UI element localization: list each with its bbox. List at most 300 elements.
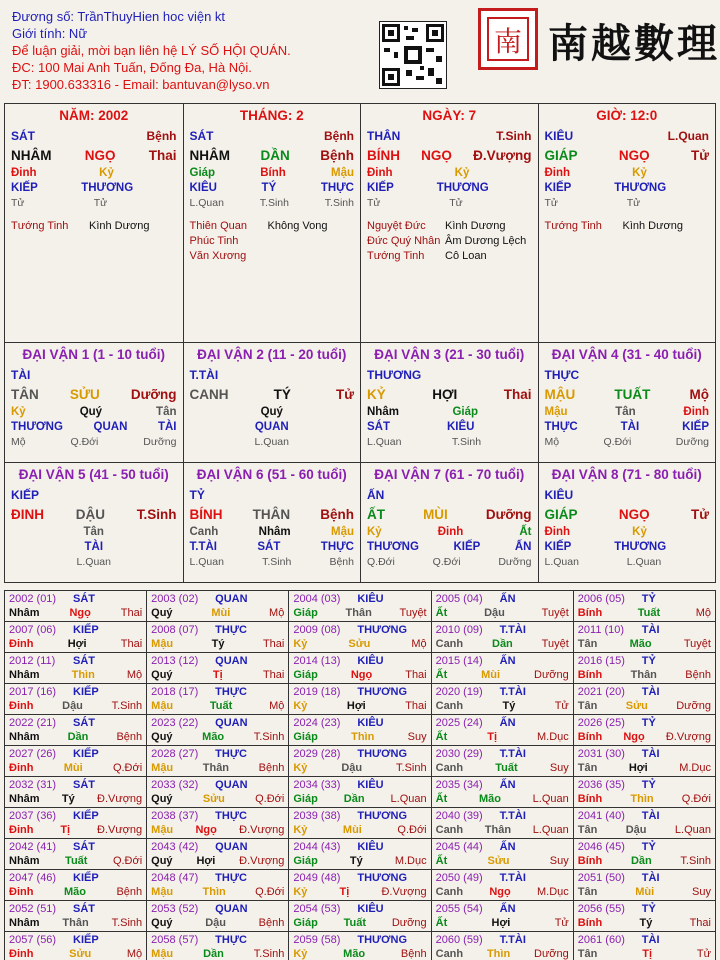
hidden-god: TÀI <box>620 421 640 433</box>
dai-van-stem-line <box>11 507 177 526</box>
hidden-stage: L.Quan <box>189 197 224 209</box>
hidden-stage-line <box>11 436 177 450</box>
year-cell[interactable] <box>573 622 715 653</box>
year-row <box>5 622 716 653</box>
earthly-branch: MÙI <box>423 507 448 522</box>
year-bottom-line <box>151 823 284 837</box>
year-bottom-line <box>578 792 711 806</box>
year-stem: Quý <box>151 669 173 681</box>
year-label: 2003 (02) <box>151 593 199 605</box>
year-god: T.TÀI <box>499 872 526 884</box>
year-cell[interactable] <box>5 870 147 901</box>
year-top-line <box>151 716 284 730</box>
year-cell[interactable] <box>147 622 289 653</box>
year-bottom-line <box>293 885 426 899</box>
year-stem: Mậu <box>151 948 174 960</box>
year-bottom-line <box>151 916 284 930</box>
year-cell[interactable] <box>289 746 431 777</box>
year-top-line <box>9 685 142 699</box>
year-top-line <box>578 747 711 761</box>
year-branch: Hợi <box>346 700 366 712</box>
star-bad: Âm Dương Lệch <box>445 235 527 247</box>
year-top-line <box>436 809 569 823</box>
year-cell[interactable] <box>573 870 715 901</box>
year-stem: Kỷ <box>293 948 308 960</box>
year-label: 2056 (55) <box>577 903 625 915</box>
hidden-stem-line <box>11 526 177 541</box>
year-stem: Tân <box>577 886 598 898</box>
year-cell[interactable] <box>431 870 573 901</box>
year-bottom-line <box>578 761 711 775</box>
year-bottom-line <box>578 823 711 837</box>
hidden-stage: L.Quan <box>76 556 111 568</box>
hidden-stage: Mộ <box>11 436 26 448</box>
hidden-stage-line <box>190 436 355 450</box>
year-stem: Tân <box>577 762 598 774</box>
pillar-cell-1[interactable] <box>5 104 183 342</box>
year-top-line <box>578 902 711 916</box>
year-row <box>5 653 716 684</box>
year-cell[interactable] <box>5 808 147 839</box>
year-label: 2008 (07) <box>151 624 199 636</box>
year-bottom-line <box>293 916 426 930</box>
year-cell[interactable] <box>289 839 431 870</box>
hidden-stem: Tân <box>83 526 104 538</box>
pillar-title: THÁNG: 2 <box>239 108 304 123</box>
year-cell[interactable] <box>573 684 715 715</box>
dai-van-god: THỰC <box>544 368 580 382</box>
year-stem: Nhâm <box>9 731 40 743</box>
year-stem: Ất <box>435 731 448 743</box>
header-info <box>12 8 291 93</box>
dai-van-cell-4[interactable] <box>538 343 716 462</box>
year-stem: Giáp <box>293 855 318 867</box>
hidden-stem: Nhâm <box>367 406 399 418</box>
year-stage: Q.Đới <box>112 855 143 867</box>
year-cell[interactable] <box>5 622 147 653</box>
year-branch: Thân <box>345 607 372 619</box>
year-branch: Thân <box>484 824 512 836</box>
year-cell[interactable] <box>431 808 573 839</box>
hidden-god-line <box>545 421 710 436</box>
dai-van-cell-2[interactable] <box>183 343 361 462</box>
year-label: 2057 (56) <box>9 934 57 946</box>
year-label: 2060 (59) <box>435 934 483 946</box>
year-stage: Mộ <box>269 700 285 712</box>
year-cell[interactable] <box>289 808 431 839</box>
hidden-god: THƯƠNG <box>614 541 667 553</box>
star-bad: Không Vong <box>267 220 328 232</box>
year-god: KIÊU <box>357 655 384 667</box>
year-stem: Bính <box>577 731 603 743</box>
hidden-stem-line <box>190 406 355 421</box>
year-branch: Mão <box>629 638 652 650</box>
year-cell[interactable] <box>431 901 573 932</box>
hidden-stage: L.Quan <box>367 436 402 448</box>
year-row <box>5 591 716 622</box>
star-good: Văn Xương <box>189 250 247 262</box>
year-cell[interactable] <box>573 777 715 808</box>
year-top-line <box>578 778 711 792</box>
year-bottom-line <box>151 730 284 744</box>
year-stem: Kỷ <box>293 824 308 836</box>
star-row <box>190 249 355 264</box>
year-stage: T.Sinh <box>253 948 285 960</box>
year-cell[interactable] <box>431 684 573 715</box>
year-label: 2043 (42) <box>151 841 199 853</box>
heavenly-stem: MẬU <box>544 387 576 402</box>
year-branch: Thìn <box>630 793 654 805</box>
hidden-god: TÝ <box>261 182 277 194</box>
hidden-god-line <box>545 541 710 556</box>
year-cell[interactable] <box>289 622 431 653</box>
hidden-stem: Đinh <box>544 526 571 538</box>
hidden-god: THỰC <box>544 421 578 433</box>
hidden-god-line <box>545 182 710 197</box>
dai-van-cell-1[interactable] <box>5 343 183 462</box>
year-branch: Ngọ <box>623 731 645 743</box>
hidden-stage: Mộ <box>544 436 560 448</box>
year-stage: Đ.Vượng <box>239 824 285 836</box>
year-cell[interactable] <box>431 622 573 653</box>
star-good: Tướng Tinh <box>367 250 425 262</box>
hidden-stage: L.Quan <box>626 556 662 568</box>
dai-van-god-line <box>367 488 532 507</box>
year-cell[interactable] <box>289 715 431 746</box>
year-stem: Bính <box>577 793 603 805</box>
hidden-stem-line <box>367 406 532 421</box>
year-row <box>5 932 716 960</box>
year-cell[interactable] <box>5 653 147 684</box>
year-stem: Đinh <box>9 948 34 960</box>
year-stage: Mộ <box>126 948 143 960</box>
year-stage: Thai <box>689 917 711 929</box>
hidden-stage: Tử <box>544 197 558 209</box>
year-god: QUAN <box>215 779 248 791</box>
year-bottom-line <box>578 947 711 960</box>
year-bottom-line <box>9 854 142 868</box>
year-stage: T.Sinh <box>680 855 711 867</box>
year-bottom-line <box>578 885 711 899</box>
year-bottom-line <box>293 637 426 651</box>
year-god: THƯƠNG <box>357 934 408 946</box>
hidden-stage-line <box>545 436 710 450</box>
hidden-stage: Tử <box>11 197 25 209</box>
year-label: 2026 (25) <box>577 717 625 729</box>
year-label: 2032 (31) <box>9 779 57 791</box>
dai-van-title: ĐẠI VẬN 8 (71 - 80 tuổi) <box>551 467 702 482</box>
year-label: 2006 (05) <box>577 593 625 605</box>
year-stem: Ất <box>435 793 448 805</box>
hidden-god: KIẾP <box>544 182 572 194</box>
year-god: SÁT <box>73 717 95 729</box>
year-stage: L.Quan <box>532 793 569 805</box>
dai-van-cell-8[interactable] <box>538 463 716 582</box>
year-label: 2049 (48) <box>293 872 341 884</box>
year-cell[interactable] <box>5 901 147 932</box>
year-label: 2021 (20) <box>577 686 625 698</box>
year-bottom-line <box>578 730 711 744</box>
year-bottom-line <box>293 792 426 806</box>
year-stem: Tân <box>577 638 598 650</box>
year-cell[interactable] <box>147 777 289 808</box>
year-stem: Bính <box>577 855 603 867</box>
year-cell[interactable] <box>289 901 431 932</box>
hidden-god: KIẾP <box>682 421 709 433</box>
hidden-stem: Kỷ <box>367 526 382 538</box>
year-branch: Tý <box>211 638 225 650</box>
year-label: 2042 (41) <box>9 841 57 853</box>
year-label: 2047 (46) <box>9 872 57 884</box>
pillar-cell-4[interactable] <box>538 104 716 342</box>
year-stem: Giáp <box>293 917 318 929</box>
year-top-line <box>151 871 284 885</box>
year-cell[interactable] <box>147 839 289 870</box>
year-stem: Tân <box>577 824 598 836</box>
heavenly-stem: KỶ <box>367 387 386 402</box>
hidden-stage: Tử <box>449 197 463 209</box>
year-cell[interactable] <box>147 715 289 746</box>
hidden-stem: Ất <box>519 526 532 538</box>
year-cell[interactable] <box>573 653 715 684</box>
year-god: THƯƠNG <box>357 624 408 636</box>
heavenly-stem: NHÂM <box>189 148 230 163</box>
year-cell[interactable] <box>147 746 289 777</box>
hidden-god: TÀI <box>157 421 177 433</box>
heavenly-stem: GIÁP <box>544 148 578 163</box>
year-branch: Hợi <box>67 638 87 650</box>
year-row <box>5 901 716 932</box>
year-label: 2059 (58) <box>293 934 341 946</box>
year-cell[interactable] <box>5 746 147 777</box>
year-cell[interactable] <box>147 591 289 622</box>
life-stage: Thai <box>503 387 532 402</box>
hidden-god-line <box>367 541 532 556</box>
year-cell[interactable] <box>289 653 431 684</box>
star-row <box>367 249 532 264</box>
dai-van-stem-line <box>367 387 532 406</box>
year-cell[interactable] <box>147 653 289 684</box>
year-top-line <box>293 809 426 823</box>
hidden-god: SÁT <box>367 421 390 433</box>
year-stem: Đinh <box>9 638 34 650</box>
year-cell[interactable] <box>573 808 715 839</box>
year-row <box>5 715 716 746</box>
year-top-line <box>151 778 284 792</box>
year-cell[interactable] <box>147 901 289 932</box>
pillar-cell-2[interactable] <box>183 104 361 342</box>
year-stem: Canh <box>435 700 464 712</box>
year-branch: Mão <box>343 948 366 960</box>
hidden-god: THỰC <box>320 541 354 553</box>
year-top-line <box>151 747 284 761</box>
year-god: SÁT <box>73 903 95 915</box>
pillar-cell-3[interactable] <box>360 104 538 342</box>
year-label: 2018 (17) <box>151 686 199 698</box>
year-label: 2007 (06) <box>9 624 57 636</box>
year-god: THƯƠNG <box>357 872 408 884</box>
year-stem: Giáp <box>293 607 318 619</box>
dai-van-cell-5[interactable] <box>5 463 183 582</box>
year-cell[interactable] <box>289 932 431 960</box>
year-cell[interactable] <box>431 591 573 622</box>
year-cell[interactable] <box>573 746 715 777</box>
dai-van-cell-6[interactable] <box>183 463 361 582</box>
year-god: ẤN <box>499 903 516 915</box>
year-cell[interactable] <box>5 684 147 715</box>
year-label: 2025 (24) <box>435 717 483 729</box>
year-stage: Suy <box>549 762 569 774</box>
year-god: ẤN <box>499 593 516 605</box>
year-cell[interactable] <box>431 777 573 808</box>
year-god: T.TÀI <box>499 934 526 946</box>
year-god: T.TÀI <box>499 810 526 822</box>
hidden-stage-line <box>11 556 177 570</box>
year-cell[interactable] <box>5 591 147 622</box>
year-top-line <box>151 809 284 823</box>
year-bottom-line <box>293 730 426 744</box>
star-bad: Kình Dương <box>89 220 150 232</box>
dai-van-god-line <box>367 368 532 387</box>
year-cell[interactable] <box>573 901 715 932</box>
year-stem: Bính <box>577 917 603 929</box>
year-god: QUAN <box>215 903 248 915</box>
year-branch: Thân <box>202 762 230 774</box>
year-bottom-line <box>436 668 569 682</box>
year-god: QUAN <box>215 655 248 667</box>
life-stage: Mộ <box>689 387 709 402</box>
year-bottom-line <box>293 668 426 682</box>
hidden-god-line <box>190 182 355 197</box>
year-branch: Tuất <box>343 917 367 929</box>
earthly-branch: DẬU <box>75 507 105 522</box>
year-stem: Nhâm <box>9 669 40 681</box>
hidden-stem: Bính <box>260 167 286 179</box>
year-cell[interactable] <box>573 715 715 746</box>
hidden-stage-line <box>367 436 532 450</box>
hidden-stem: Mậu <box>331 167 354 179</box>
hidden-stem-line <box>367 167 532 182</box>
dai-van-cell-3[interactable] <box>360 343 538 462</box>
year-label: 2020 (19) <box>435 686 483 698</box>
year-cell[interactable] <box>289 870 431 901</box>
year-god: KIÊU <box>357 779 384 791</box>
year-god: THỰC <box>215 934 247 946</box>
year-stem: Tân <box>577 948 598 960</box>
year-god: TỶ <box>641 655 656 667</box>
hidden-god: T.TÀI <box>189 541 217 553</box>
year-stage: Đ.Vượng <box>381 886 427 898</box>
hidden-stem: Nhâm <box>258 526 291 538</box>
heavenly-stem: BÍNH <box>367 148 400 163</box>
dai-van-god: KIẾP <box>11 488 40 502</box>
star-row <box>190 234 355 249</box>
year-cell[interactable] <box>147 684 289 715</box>
year-cell[interactable] <box>5 715 147 746</box>
year-stage: Tuyệt <box>683 638 711 650</box>
year-god: TỶ <box>641 841 656 853</box>
hidden-god-line <box>11 421 177 436</box>
year-stem: Nhâm <box>9 855 40 867</box>
year-bottom-line <box>293 947 426 960</box>
hidden-stem-line <box>190 167 355 182</box>
star-good: Thiên Quan <box>189 220 247 232</box>
earthly-branch: TUẤT <box>614 387 651 402</box>
year-bottom-line <box>151 761 284 775</box>
hidden-stage: Tử <box>367 197 381 209</box>
year-branch: Sửu <box>625 700 648 712</box>
year-cell[interactable] <box>147 932 289 960</box>
year-branch: Mùi <box>211 607 231 619</box>
year-cell[interactable] <box>5 839 147 870</box>
year-branch: Tị <box>212 669 223 681</box>
year-branch: Thìn <box>486 948 511 960</box>
year-stage: Dưỡng <box>534 948 569 960</box>
hidden-stem: Kỷ <box>632 167 647 179</box>
year-bottom-line <box>293 823 426 837</box>
life-stage: Tử <box>690 507 709 522</box>
year-cell[interactable] <box>289 684 431 715</box>
hidden-god-line <box>190 421 355 436</box>
year-top-line <box>436 623 569 637</box>
seal-character: 南 <box>487 17 529 61</box>
year-cell[interactable] <box>573 839 715 870</box>
dai-van-cell-7[interactable] <box>360 463 538 582</box>
year-cell[interactable] <box>573 591 715 622</box>
year-god: QUAN <box>215 841 248 853</box>
year-cell[interactable] <box>5 777 147 808</box>
year-stage: Thai <box>120 638 143 650</box>
dai-van-god: TỶ <box>189 488 205 502</box>
hidden-god: SÁT <box>257 541 281 553</box>
year-cell[interactable] <box>573 932 715 960</box>
year-cell[interactable] <box>431 653 573 684</box>
year-stage: M.Dục <box>536 886 569 898</box>
year-cell[interactable] <box>289 777 431 808</box>
year-stage: Q.Đới <box>255 886 285 898</box>
qr-code-icon[interactable] <box>379 21 447 89</box>
year-bottom-line <box>436 699 569 713</box>
year-branch: Mão <box>63 886 86 898</box>
year-cell[interactable] <box>147 870 289 901</box>
hidden-stem-line <box>367 526 532 541</box>
year-stage: Suy <box>692 886 711 898</box>
year-god: TÀI <box>641 810 660 822</box>
year-cell[interactable] <box>431 715 573 746</box>
hidden-stem: Kỷ <box>454 167 470 179</box>
year-god: KIẾP <box>73 686 99 698</box>
year-branch: Mùi <box>635 886 655 898</box>
year-cell[interactable] <box>431 839 573 870</box>
hidden-stem: Đinh <box>544 167 571 179</box>
year-label: 2034 (33) <box>293 779 341 791</box>
dai-van-row <box>5 342 715 462</box>
year-stem: Giáp <box>293 793 318 805</box>
year-cell[interactable] <box>431 746 573 777</box>
year-cell[interactable] <box>5 932 147 960</box>
year-cell[interactable] <box>289 591 431 622</box>
year-branch: Thìn <box>351 731 375 743</box>
year-label: 2050 (49) <box>435 872 483 884</box>
year-god: QUAN <box>215 717 248 729</box>
year-cell[interactable] <box>147 808 289 839</box>
year-stem: Ất <box>435 607 448 619</box>
year-stage: Suy <box>407 731 427 743</box>
year-cell[interactable] <box>431 932 573 960</box>
year-bottom-line <box>9 885 142 899</box>
year-stem: Đinh <box>9 762 34 774</box>
year-branch: Ngọ <box>195 824 217 836</box>
